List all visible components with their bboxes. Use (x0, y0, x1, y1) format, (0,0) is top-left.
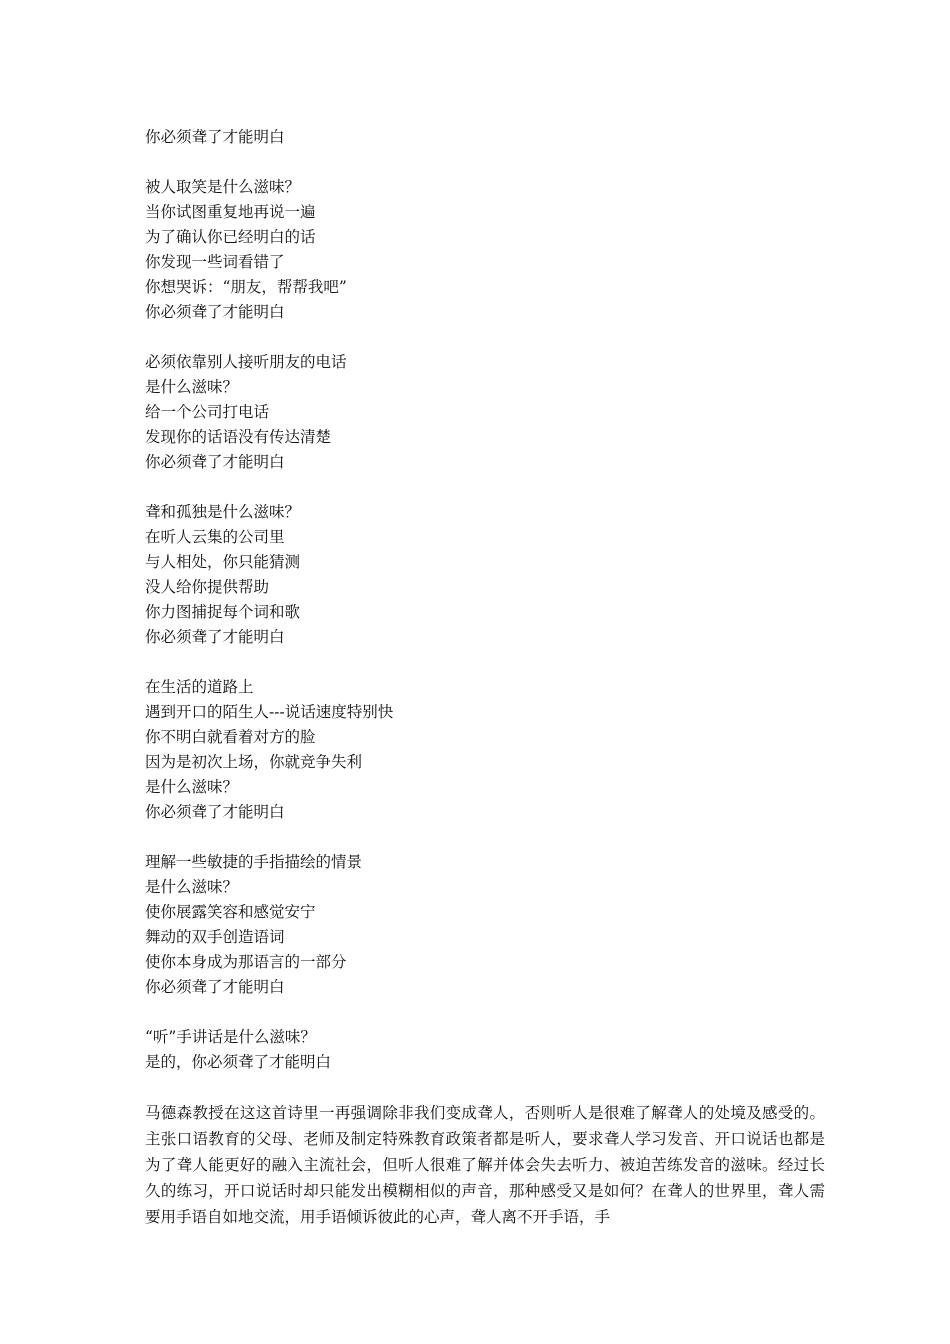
poem-stanza (145, 500, 825, 650)
poem-line: 你必须聋了才能明白 (145, 978, 285, 996)
document-page (145, 125, 825, 1230)
poem-line: 在生活的道路上 (145, 678, 254, 696)
poem-line: 发现你的话语没有传达清楚 (145, 428, 332, 446)
poem-line: 是什么滋味？ (145, 378, 239, 396)
poem-line: 理解一些敏捷的手指描绘的情景 (145, 853, 363, 871)
poem-line: 遇到开口的陌生人---说话速度特别快 (145, 703, 394, 721)
poem-line: 没人给你提供帮助 (145, 578, 270, 596)
poem-line: 你力图捕捉每个词和歌 (145, 603, 301, 621)
poem-stanza (145, 1025, 825, 1075)
poem-line: 你想哭诉：“朋友，帮帮我吧” (145, 278, 347, 296)
poem-line: 你必须聋了才能明白 (145, 303, 285, 321)
poem-line: 被人取笑是什么滋味？ (145, 178, 301, 196)
poem-line: 你不明白就看着对方的脸 (145, 728, 316, 746)
poem-line: 当你试图重复地再说一遍 (145, 203, 316, 221)
poem-line: 你必须聋了才能明白 (145, 628, 285, 646)
poem-line: 你必须聋了才能明白 (145, 453, 285, 471)
poem-line: 是的，你必须聋了才能明白 (145, 1053, 332, 1071)
poem-line: 使你本身成为那语言的一部分 (145, 953, 347, 971)
poem-stanza (145, 175, 825, 325)
poem-line: 你必须聋了才能明白 (145, 128, 285, 146)
poem-line: 是什么滋味？ (145, 778, 239, 796)
poem-line: 你必须聋了才能明白 (145, 803, 285, 821)
poem-line: “听”手讲话是什么滋味？ (145, 1028, 316, 1046)
poem-line: 你发现一些词看错了 (145, 253, 285, 271)
poem-line: 因为是初次上场，你就竞争失利 (145, 753, 363, 771)
poem-line: 舞动的双手创造语词 (145, 928, 285, 946)
poem-line: 聋和孤独是什么滋味？ (145, 503, 301, 521)
poem-line: 在听人云集的公司里 (145, 528, 285, 546)
poem-stanza (145, 675, 825, 825)
poem-stanza (145, 125, 825, 150)
commentary-paragraph: 马德森教授在这这首诗里一再强调除非我们变成聋人，否则听人是很难了解聋人的处境及感受的。主张口语教育的父母、老师及制定特殊教育政策者都是听人，要求聋人学习发音、开口说话也都是为了聋人能更好的融入主流社会，但听人很难了解并体会失去听力、被迫苦练发音的滋味。经过长久的练习，开口说话时却只能发出模糊相似的声音，那种感受又是如何？在聋人的世界里，聋人需要用手语自如地交流，用手语倾诉彼此的心声，聋人离不开手语，手 (145, 1104, 825, 1226)
poem-line: 必须依靠别人接听朋友的电话 (145, 353, 347, 371)
poem-stanza (145, 850, 825, 1000)
poem-line: 使你展露笑容和感觉安宁 (145, 903, 316, 921)
poem-line: 给一个公司打电话 (145, 403, 270, 421)
poem-stanza (145, 350, 825, 475)
poem-line: 与人相处，你只能猜测 (145, 553, 301, 571)
poem-line: 为了确认你已经明白的话 (145, 228, 316, 246)
poem (145, 125, 825, 1075)
poem-line: 是什么滋味？ (145, 878, 239, 896)
